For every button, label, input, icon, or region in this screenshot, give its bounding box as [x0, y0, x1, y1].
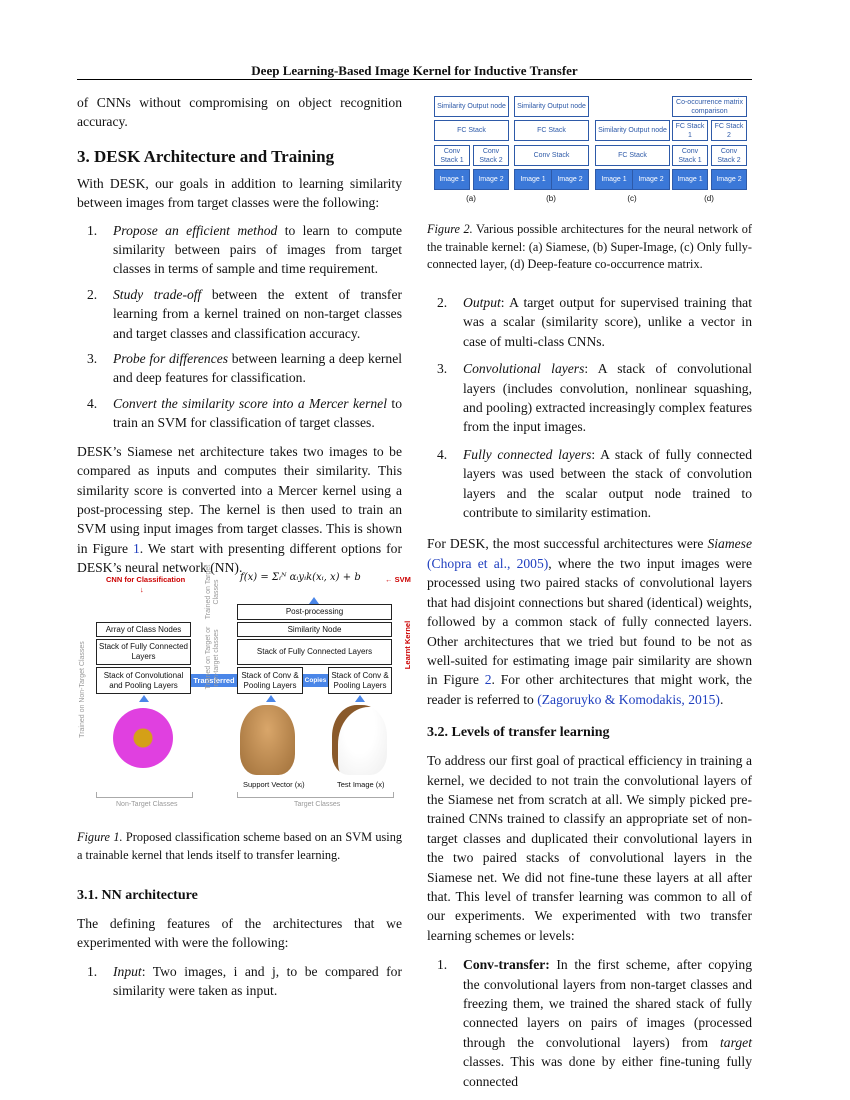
section-heading: 3. DESK Architecture and Training — [77, 146, 335, 166]
list-number: 1. — [87, 222, 98, 238]
text: DESK’s Siamese net architecture takes two images to be compared as inputs and computes their similarity. This similarity score is converted into a Mercer kernel using a post-processing step. The kernel is then used to train an SVM using input images from target classes. This is shown in Figure — [77, 443, 402, 556]
paragraph: The defining features of the architectures that we experimented with were the following: — [77, 916, 402, 951]
post-processing-box: Post-processing — [237, 604, 392, 620]
kitten-image — [240, 705, 295, 775]
text: , where the two input images were processed using two paired stacks of convolutional layers that had disjoint connections but shared (identical) weights, followed by a common stack of fully connected layers. Other architectures that we tried but found to be not as well-suited for estimating image pair similarity are shown in Figure — [427, 555, 752, 688]
list-item — [87, 962, 402, 1001]
fig2a-output: Similarity Output node — [434, 96, 509, 117]
learnt-kernel-label: Learnt Kernel — [403, 620, 412, 670]
subsection-heading: 3.1. NN architecture — [77, 888, 198, 903]
paragraph — [77, 442, 402, 578]
conv-stack-b: Stack of Conv & Pooling Layers — [328, 667, 392, 694]
caption-text: Various possible architectures for the neural network of the trainable kernel: (a) Siamese, (b) Super-Image, (c) Only fully-connected layer, (d) Deep-feature co-occurrence matrix. — [427, 222, 753, 271]
list-item — [87, 349, 402, 388]
list-item — [437, 955, 752, 1091]
figure-2-caption — [427, 221, 752, 274]
list-number: 2. — [87, 286, 98, 302]
fig2d-fc2: FC Stack 2 — [711, 120, 747, 141]
puppy-image — [332, 705, 387, 775]
fig2c-label: (c) — [627, 194, 637, 203]
citation-link[interactable]: (Chopra et al., 2005) — [427, 555, 549, 571]
caption-label: Figure 2. — [427, 222, 473, 236]
text: . — [719, 691, 724, 707]
paragraph: With DESK, our goals in addition to learning similarity between images from target classes were the following: — [77, 175, 402, 211]
fig2a-image2: Image 2 — [473, 169, 509, 190]
fig2b-fc: FC Stack — [514, 120, 589, 141]
copies-arrow: Copies — [303, 674, 328, 687]
fig2a-conv2: Conv Stack 2 — [473, 145, 509, 166]
list-text: : A target output for supervised training that was a scalar (similarity score), unlike a vector in case of multi-class CNNs. — [463, 295, 752, 349]
fig2d-fc1: FC Stack 1 — [672, 120, 708, 141]
fig2a-conv1: Conv Stack 1 — [434, 145, 470, 166]
emphasis: Input — [113, 963, 142, 979]
up-arrow-icon — [139, 695, 149, 702]
fig2a-label: (a) — [466, 194, 476, 203]
fig2b-image2: Image 2 — [551, 169, 589, 190]
fig2d-conv2: Conv Stack 2 — [711, 145, 747, 166]
list-text: In the first scheme, after copying the convolutional layers from non-target classes and freezing them, we trained the shared stack of fully connected layers on pairs of images (processed through the convolutional layers) from — [463, 957, 752, 1050]
fig2c-fc: FC Stack — [595, 145, 670, 166]
fig2b-image1: Image 1 — [514, 169, 552, 190]
text: . For other architectures that might work, the reader is referred to — [427, 672, 752, 707]
paragraph: of CNNs without compromising on object recognition accuracy. — [77, 95, 402, 130]
figure-link[interactable]: 2 — [484, 672, 492, 688]
header-rule — [77, 79, 752, 80]
list-text: : Two images, i and j, to be compared for similarity were taken as input. — [113, 963, 402, 999]
list-text: classes. This was done by either fine-tuning fully connected — [463, 1054, 752, 1089]
non-target-label: Non-Target Classes — [116, 801, 178, 808]
text: . We start with presenting different options for DESK’s neural network (NN). — [77, 540, 402, 576]
list-text: : A stack of fully connected layers was used between the stack of convolution layers and the scalar output node trained to contribute to similarity estimation. — [463, 446, 752, 521]
caption-label: Figure 1. — [77, 830, 123, 844]
list-item — [437, 359, 752, 437]
running-header: Deep Learning-Based Image Kernel for Inductive Transfer — [251, 63, 578, 78]
list-number: 4. — [87, 395, 98, 411]
fig2c-output: Similarity Output node — [595, 120, 670, 141]
fig2d-conv1: Conv Stack 1 — [672, 145, 708, 166]
flower-image — [113, 708, 173, 768]
left-column-bottom — [77, 829, 402, 1001]
list-item — [87, 285, 402, 343]
svm-formula: f(x) = Σᵢᴺ αᵢyᵢk(xᵢ, x) + b — [240, 572, 361, 583]
list-number: 1. — [87, 963, 98, 979]
emphasis: Study trade-off — [113, 286, 202, 302]
list-number: 3. — [87, 351, 98, 367]
vertical-label: Trained on Non-Target Classes — [79, 641, 86, 738]
fig2b-conv: Conv Stack — [514, 145, 589, 166]
bold-term: Conv-transfer: — [463, 957, 550, 973]
list-item — [437, 445, 752, 523]
figure-link[interactable]: 1 — [132, 540, 140, 556]
list-text: between the extent of transfer learning from a kernel trained on non-target classes and target classes and classification accuracy. — [113, 286, 403, 341]
list-number: 1. — [437, 957, 448, 973]
fig2b-output: Similarity Output node — [514, 96, 589, 117]
fc-stack-left: Stack of Fully Connected Layers — [96, 639, 191, 665]
emphasis: Convert the similarity score into a Mercer kernel — [113, 395, 387, 411]
fig2d-image1: Image 1 — [672, 169, 708, 190]
fig2c-image2: Image 2 — [632, 169, 670, 190]
cnn-label: CNN for Classification — [106, 575, 186, 584]
list-item — [437, 293, 752, 351]
transferred-arrow: Transferred — [191, 674, 237, 687]
list-number: 3. — [437, 361, 448, 377]
brace — [96, 792, 193, 798]
conv-stack-a: Stack of Conv & Pooling Layers — [237, 667, 303, 694]
fig2c-image1: Image 1 — [595, 169, 633, 190]
emphasis: Propose an efficient method — [113, 222, 278, 238]
array-of-class-nodes: Array of Class Nodes — [96, 622, 191, 637]
fig2d-image2: Image 2 — [711, 169, 747, 190]
right-column — [427, 293, 752, 1091]
fig2d-label: (d) — [704, 194, 714, 203]
up-arrow-icon — [309, 597, 319, 604]
left-column-top — [77, 93, 402, 578]
vertical-label: Trained on Target or non-target classes — [205, 626, 220, 690]
paragraph — [427, 534, 752, 709]
list-text: to train an SVM for classification of target classes. — [113, 395, 402, 431]
vertical-label: Trained on Target Classes — [205, 564, 220, 620]
down-arrow-icon: ↓ — [140, 585, 144, 594]
fig2b-label: (b) — [546, 194, 556, 203]
up-arrow-icon — [266, 695, 276, 702]
citation-link[interactable]: (Zagoruyko & Komodakis, 2015) — [537, 691, 720, 707]
fig2a-image1: Image 1 — [434, 169, 470, 190]
brace — [237, 792, 394, 798]
emphasis: Fully connected layers — [463, 446, 592, 462]
list-text: : A stack of convolutional layers (includes convolution, nonlinear squashing, and pooling) extracted increasingly complex features from the input images. — [463, 361, 752, 435]
fig2a-fc: FC Stack — [434, 120, 509, 141]
caption-text: Proposed classification scheme based on an SVM using a trainable kernel that lends itself to transfer learning. — [77, 830, 402, 862]
up-arrow-icon — [355, 695, 365, 702]
emphasis: Output — [463, 295, 501, 310]
svm-label: ← SVM — [385, 575, 411, 584]
fig2d-output: Co-occurrence matrix comparison — [672, 96, 747, 117]
list-number: 2. — [437, 295, 448, 310]
list-item — [87, 221, 402, 279]
conv-stack-left: Stack of Convolutional and Pooling Layers — [96, 667, 191, 694]
list-text: to learn to compute similarity between pairs of images from target classes in terms of sample and time requirement. — [113, 222, 402, 277]
list-item — [87, 394, 402, 433]
list-number: 4. — [437, 446, 448, 462]
list-text: between learning a deep kernel and deep features for classification. — [113, 351, 402, 386]
text: For DESK, the most successful architectures were — [427, 536, 708, 552]
subsection-heading: 3.2. Levels of transfer learning — [427, 725, 610, 741]
emphasis: target — [720, 1034, 752, 1050]
target-label: Target Classes — [294, 801, 341, 808]
emphasis: Siamese — [707, 536, 752, 552]
paragraph: To address our first goal of practical efficiency in training a kernel, we decided to not train the convolutional layers of the Siamese net from scratch at all. We simply picked pre-trained CNNs trained to classify an appropriate set of non-target classes and duplicated their convolutional layers in the two paired stacks of convolutional layers in the Siamese net. We did not fine-tune these layers at all after that. This level of transfer learning was common to all of our experiments. We experimented with two transfer learning schemes or levels: — [427, 753, 752, 943]
similarity-node-box: Similarity Node — [237, 622, 392, 637]
emphasis: Probe for differences — [113, 351, 229, 367]
fc-stack-right: Stack of Fully Connected Layers — [237, 639, 392, 665]
emphasis: Convolutional layers — [463, 361, 585, 377]
support-vector-label: Support Vector (xᵢ) — [243, 780, 305, 789]
figure-1-caption — [77, 829, 402, 864]
test-image-label: Test Image (x) — [337, 780, 385, 789]
